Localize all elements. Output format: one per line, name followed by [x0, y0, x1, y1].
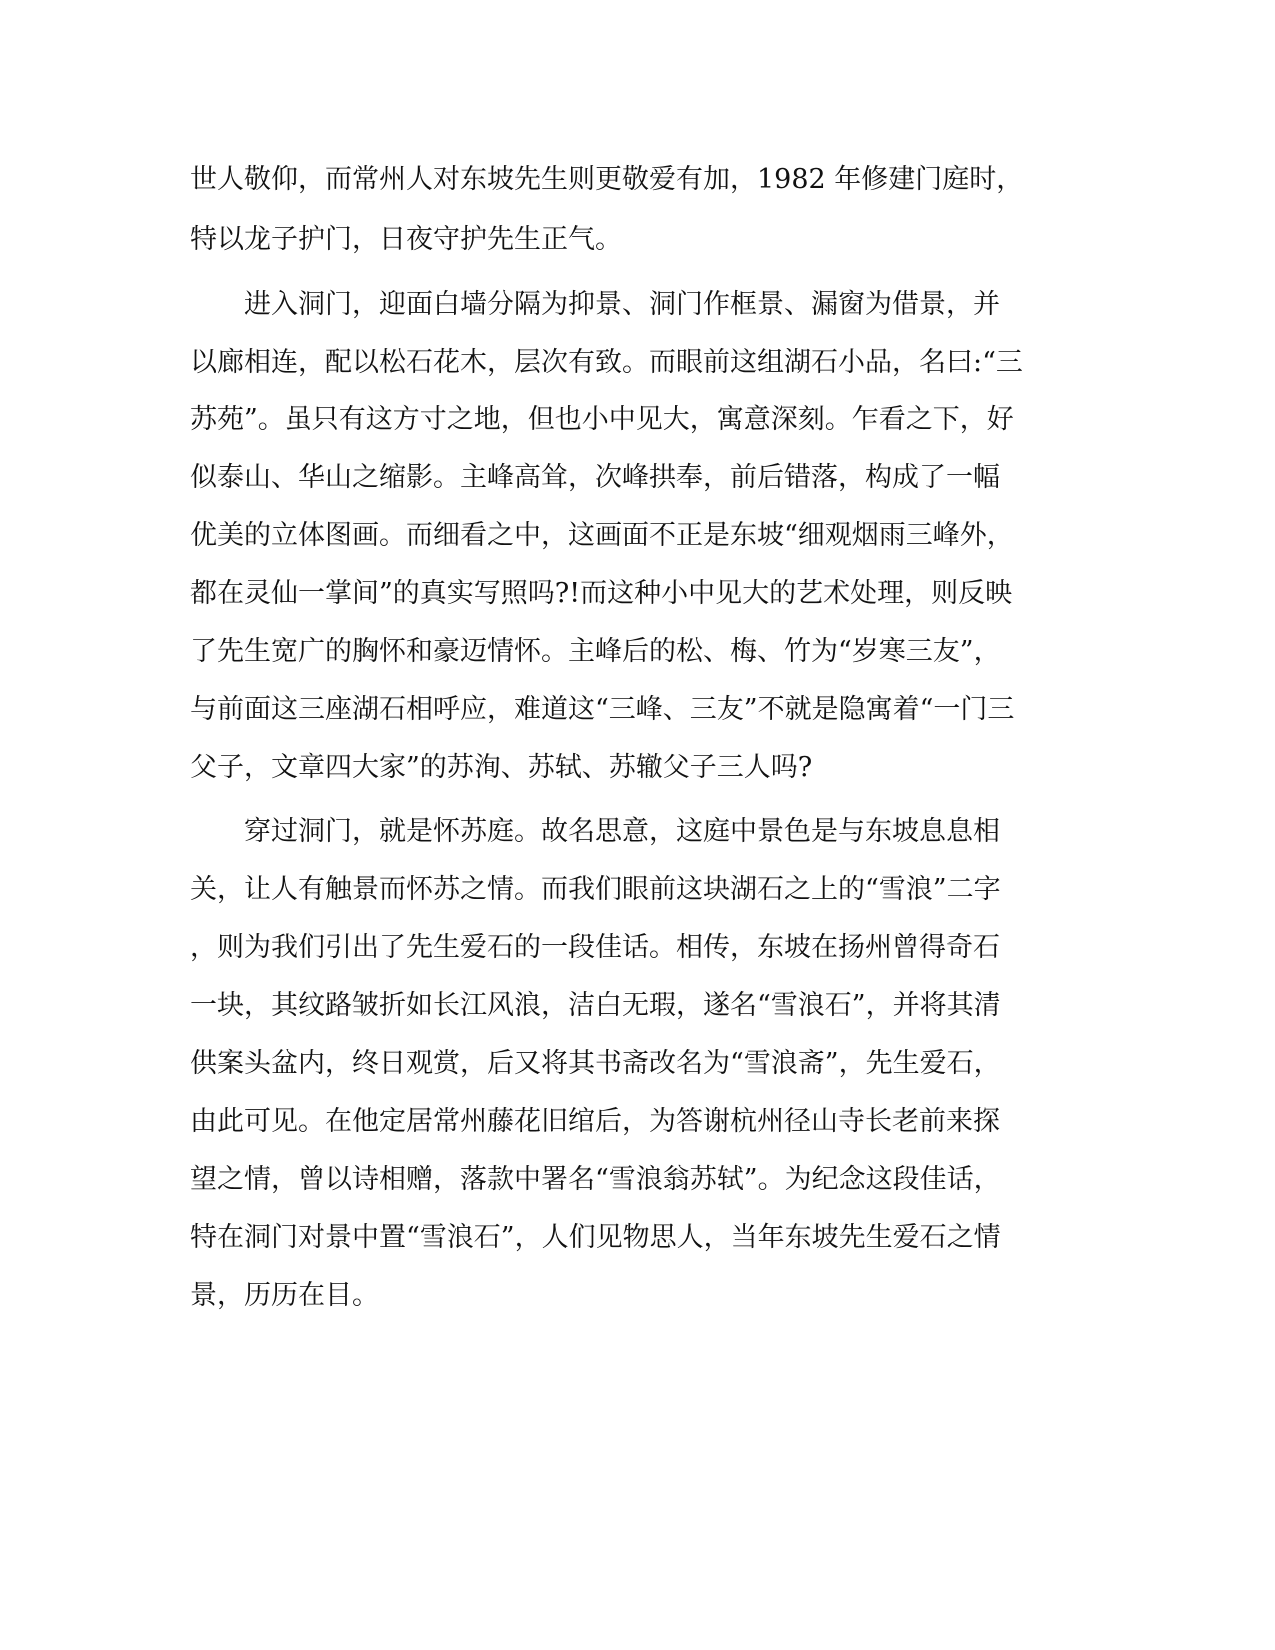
- text-line: 供案头盆内，终日观赏，后又将其书斋改名为“雪浪斋”，先生爱石，: [190, 1048, 1001, 1079]
- text-line: 特以龙子护门，日夜守护先生正气。: [190, 224, 622, 255]
- text-line: 了先生宽广的胸怀和豪迈情怀。主峰后的松、梅、竹为“岁寒三友”，: [190, 636, 1001, 667]
- text-line: 似泰山、华山之缩影。主峰高耸，次峰拱奉，前后错落，构成了一幅: [190, 462, 1000, 493]
- text-line: 由此可见。在他定居常州藤花旧绾后，为答谢杭州径山寺长老前来探: [190, 1106, 1000, 1137]
- text-line: 世人敬仰，而常州人对东坡先生则更敬爱有加，1982 年修建门庭时，: [190, 164, 1024, 195]
- text-line: 关，让人有触景而怀苏之情。而我们眼前这块湖石之上的“雪浪”二字: [190, 874, 1001, 905]
- text-line: 一块，其纹路皱折如长江风浪，洁白无瑕，遂名“雪浪石”，并将其清: [190, 990, 1001, 1021]
- text-line: 与前面这三座湖石相呼应，难道这“三峰、三友”不就是隐寓着“一门三: [190, 694, 1015, 725]
- text-line: 进入洞门，迎面白墙分隔为抑景、洞门作框景、漏窗为借景，并: [190, 289, 1000, 320]
- text-line: 都在灵仙一掌间”的真实写照吗?!而这种小中见大的艺术处理，则反映: [190, 578, 1013, 609]
- text-line: 父子，文章四大家”的苏洵、苏轼、苏辙父子三人吗?: [190, 752, 813, 783]
- text-line: 优美的立体图画。而细看之中，这画面不正是东坡“细观烟雨三峰外，: [190, 520, 1014, 551]
- text-line: ，则为我们引出了先生爱石的一段佳话。相传，东坡在扬州曾得奇石: [190, 932, 1000, 963]
- text-line: 特在洞门对景中置“雪浪石”，人们见物思人，当年东坡先生爱石之情: [190, 1222, 1001, 1253]
- text-line: 景，历历在目。: [190, 1280, 379, 1311]
- text-line: 苏苑”。虽只有这方寸之地，但也小中见大，寓意深刻。乍看之下，好: [190, 404, 1014, 435]
- text-line: 穿过洞门，就是怀苏庭。故名思意，这庭中景色是与东坡息息相: [190, 816, 1000, 847]
- text-line: 以廊相连，配以松石花木，层次有致。而眼前这组湖石小品，名曰:“三: [190, 347, 1023, 378]
- text-line: 望之情，曾以诗相赠，落款中署名“雪浪翁苏轼”。为纪念这段佳话，: [190, 1164, 1001, 1195]
